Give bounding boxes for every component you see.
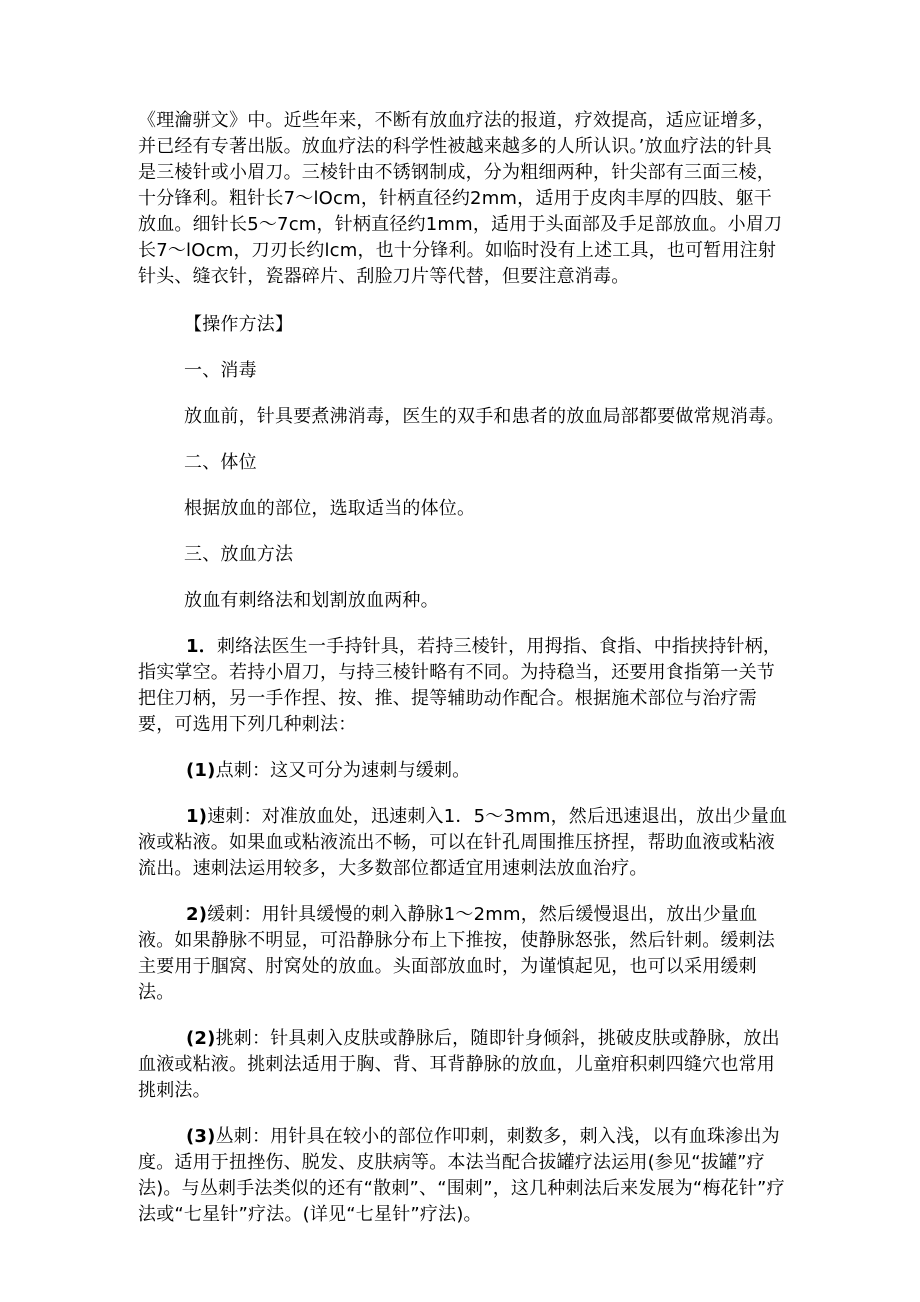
heading-position: 二、体位 bbox=[184, 452, 257, 473]
heading-method: 三、放血方法 bbox=[184, 544, 294, 565]
paragraph-text: 挑刺：针具刺入皮肤或静脉后，随即针身倾斜，挑破皮肤或静脉，放出血液或粘液。挑刺法适用于胸、背、耳背静脉的放血，儿童疳积刺四缝穴也常用挑刺法。 bbox=[138, 1028, 780, 1101]
document-page bbox=[138, 108, 788, 1228]
paragraph-dian bbox=[138, 758, 788, 784]
method-paragraph: 放血有刺络法和划割放血两种。 bbox=[184, 590, 439, 611]
intro-paragraph: 《理瀹骈文》中。近些年来，不断有放血疗法的报道，疗效提高，适应证增多，并已经有专著出版。放血疗法的科学性被越来越多的人所认识。’放血疗法的针具是三棱针或小眉刀。三棱针由不锈钢制成，分为粗细两种，针尖部有三面三棱，十分锋利。粗针长7～lOcm，针柄直径约2mm，适用于皮肉丰厚的四肢、躯干放血。细针长5～7cm，针柄直径约1mm，适用于头面部及手足部放血。小眉刀长7～lOcm，刀刃长约lcm，也十分锋利。如临时没有上述工具，也可暂用注射针头、缝衣针，瓷器碎片、刮脸刀片等代替，但要注意消毒。 bbox=[138, 110, 783, 287]
item-number: (2) bbox=[186, 1028, 216, 1049]
paragraph-text: 刺络法医生一手持针具，若持三棱针，用拇指、食指、中指挟持针柄，指实掌空。若持小眉刀，与持三棱针略有不同。为持稳当，还要用食指第一关节把住刀柄，另一手作捏、按、推、提等辅助动作配合。根据施术部位与治疗需要，可选用下列几种刺法： bbox=[138, 636, 782, 735]
paragraph-text: 丛刺：用针具在较小的部位作叩刺，刺数多，刺入浅，以有血珠渗出为度。适用于扭挫伤、脱发、皮肤病等。本法当配合拔罐疗法运用(参见“拔罐”疗法)。与丛刺手法类似的还有“散刺”、“围刺”，这几种刺法后来发展为“梅花针”疗法或“七星针”疗法。(详见“七星针”疗法)。 bbox=[138, 1126, 785, 1225]
disinfection-paragraph: 放血前，针具要煮沸消毒，医生的双手和患者的放血局部都要做常规消毒。 bbox=[184, 406, 785, 427]
section-title: 【操作方法】 bbox=[184, 314, 294, 335]
paragraph-tiao bbox=[138, 1026, 788, 1104]
paragraph-luo bbox=[138, 634, 788, 738]
paragraph-text: 点刺：这又可分为速刺与缓刺。 bbox=[215, 760, 471, 781]
paragraph-cong bbox=[138, 1124, 788, 1228]
paragraph-su bbox=[138, 804, 788, 882]
item-number: (1) bbox=[186, 760, 216, 781]
item-number: 1) bbox=[186, 806, 208, 827]
item-number: (3) bbox=[186, 1126, 216, 1147]
paragraph-huan bbox=[138, 902, 788, 1006]
item-number: 2) bbox=[186, 904, 208, 925]
heading-disinfection: 一、消毒 bbox=[184, 360, 257, 381]
paragraph-text: 速刺：对准放血处，迅速刺入1．5～3mm，然后迅速退出，放出少量血液或粘液。如果血或粘液流出不畅，可以在针孔周围推压挤捏，帮助血液或粘液流出。速刺法运用较多，大多数部位都适宜用速刺法放血治疗。 bbox=[138, 806, 788, 879]
paragraph-text: 缓刺：用针具缓慢的刺入静脉1～2mm，然后缓慢退出，放出少量血液。如果静脉不明显，可沿静脉分布上下推按，使静脉怒张，然后针刺。缓刺法主要用于腘窝、肘窝处的放血。头面部放血时，为谨慎起见，也可以采用缓刺法。 bbox=[138, 904, 775, 1003]
position-paragraph: 根据放血的部位，选取适当的体位。 bbox=[184, 498, 476, 519]
item-number: 1． bbox=[186, 636, 217, 657]
